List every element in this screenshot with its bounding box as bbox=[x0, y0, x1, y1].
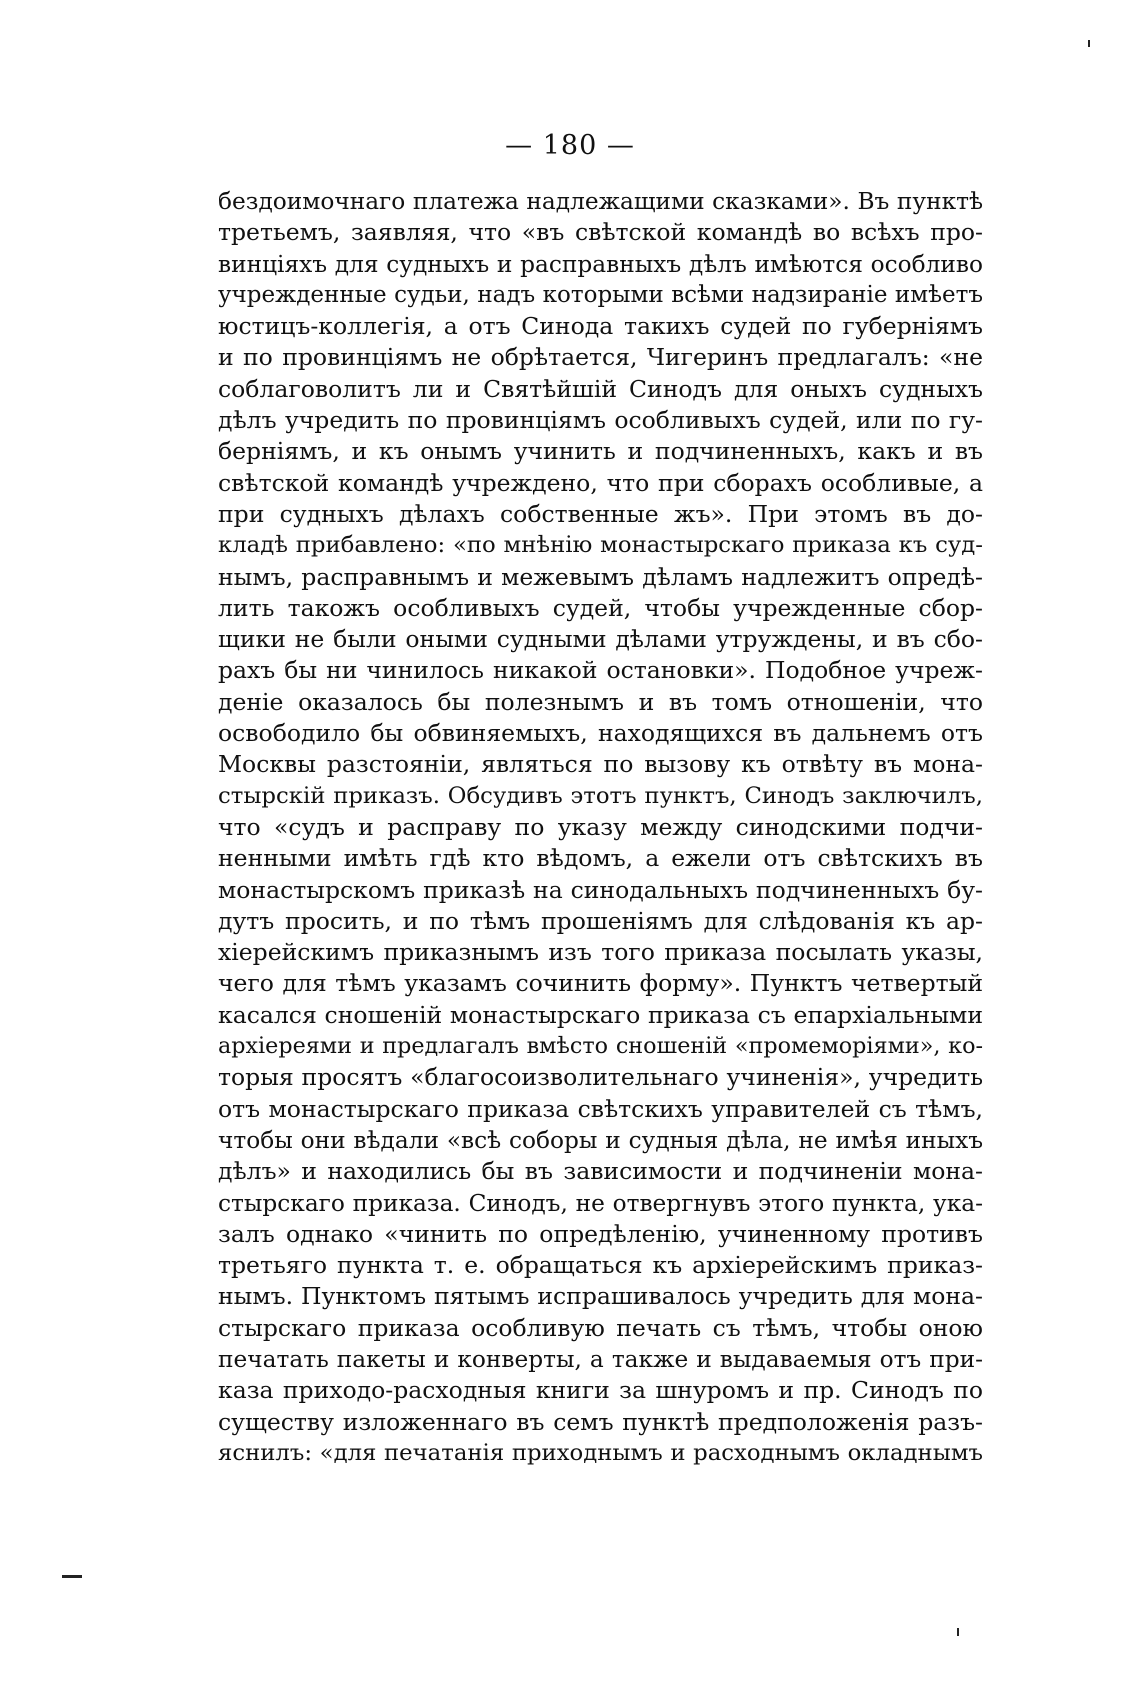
text-line: архіереями и предлагалъ вмѣсто сношеній «промеморіями», ко- bbox=[218, 1033, 983, 1060]
text-line: стырскій приказъ. Обсудивъ этотъ пунктъ, Синодъ заключилъ, bbox=[218, 782, 983, 809]
text-line: соблаговолитъ ли и Святѣйшій Синодъ для оныхъ судныхъ bbox=[218, 374, 983, 403]
text-line: стырскаго приказа особливую печать съ тѣмъ, чтобы оною bbox=[218, 1313, 983, 1342]
scan-mark bbox=[1088, 40, 1090, 47]
text-line: рахъ бы ни чинилось никакой остановки». Подобное учреж- bbox=[218, 656, 983, 685]
text-line: свѣтской командѣ учреждено, что при сборахъ особливые, а bbox=[218, 468, 983, 497]
text-line: стырскаго приказа. Синодъ, не отвергнувъ этого пункта, ука- bbox=[218, 1189, 983, 1217]
text-line: торыя просятъ «благосоизволительнаго учиненія», учредить bbox=[218, 1063, 983, 1092]
text-line: каза приходо-расходныя книги за шнуромъ и пр. Синодъ по bbox=[218, 1376, 983, 1405]
text-line: третьяго пункта т. е. обращаться къ архіерейскимъ приказ- bbox=[218, 1251, 983, 1280]
text-line: кладѣ прибавлено: «по мнѣнію монастырскаго приказа къ суд- bbox=[218, 532, 983, 559]
text-line: берніямъ, и къ онымъ учинить и подчиненныхъ, какъ и въ bbox=[218, 437, 983, 466]
text-line: третьемъ, заявляя, что «въ свѣтской командѣ во всѣхъ про- bbox=[218, 218, 983, 247]
text-line: яснилъ: «для печатанія приходнымъ и расходнымъ окладнымъ bbox=[218, 1439, 983, 1466]
scan-mark bbox=[957, 1628, 959, 1636]
text-line: чтобы они вѣдали «всѣ соборы и судныя дѣла, не имѣя иныхъ bbox=[218, 1126, 983, 1154]
text-line: ненными имѣть гдѣ кто вѣдомъ, а ежели отъ свѣтскихъ въ bbox=[218, 844, 983, 873]
text-line: деніе оказалось бы полезнымъ и въ томъ отношеніи, что bbox=[218, 687, 983, 716]
text-line: чего для тѣмъ указамъ сочинить форму». Пунктъ четвертый bbox=[218, 969, 983, 998]
text-line: нымъ, расправнымъ и межевымъ дѣламъ надлежитъ опредѣ- bbox=[218, 562, 983, 591]
text-line: дѣлъ» и находились бы въ зависимости и подчиненіи мона- bbox=[218, 1157, 983, 1186]
text-line: нымъ. Пунктомъ пятымъ испрашивалось учредить для мона- bbox=[218, 1282, 983, 1311]
text-line: винціяхъ для судныхъ и расправныхъ дѣлъ имѣются особливо bbox=[218, 250, 983, 278]
text-line: печатать пакеты и конверты, а также и выдаваемыя отъ при- bbox=[218, 1345, 983, 1373]
text-line: при судныхъ дѣлахъ собственные жъ». При этомъ въ до- bbox=[218, 499, 983, 528]
text-line: дутъ просить, и по тѣмъ прошеніямъ для слѣдованія къ ар- bbox=[218, 906, 983, 935]
text-line: юстицъ-коллегія, а отъ Синода такихъ судей по губерніямъ bbox=[218, 312, 983, 341]
text-line: освободило бы обвиняемыхъ, находящихся въ дальнемъ отъ bbox=[218, 719, 983, 748]
text-line: и по провинціямъ не обрѣтается, Чигеринъ предлагалъ: «не bbox=[218, 343, 983, 372]
text-line: отъ монастырскаго приказа свѣтскихъ управителей съ тѣмъ, bbox=[218, 1094, 983, 1123]
text-line: лить такожъ особливыхъ судей, чтобы учрежденные сбор- bbox=[218, 593, 983, 622]
text-line: монастырскомъ приказѣ на синодальныхъ подчиненныхъ бу- bbox=[218, 875, 983, 904]
text-line: касался сношеній монастырскаго приказа съ епархіальными bbox=[218, 1000, 983, 1029]
text-line: Москвы разстояніи, являться по вызову къ отвѣту въ мона- bbox=[218, 750, 983, 779]
text-line: что «судъ и расправу по указу между синодскими подчи- bbox=[218, 812, 983, 841]
text-line: существу изложеннаго въ семъ пунктѣ предположенія разъ- bbox=[218, 1407, 983, 1436]
text-line: учрежденные судьи, надъ которыми всѣми надзираніе имѣетъ bbox=[218, 281, 983, 308]
text-line: залъ однако «чинить по опредѣленію, учиненному противъ bbox=[218, 1219, 983, 1248]
scan-mark bbox=[62, 1575, 82, 1578]
text-line: бездоимочнаго платежа надлежащими сказками». Въ пунктѣ bbox=[218, 188, 983, 215]
body-text bbox=[218, 186, 983, 1469]
text-line: дѣлъ учредить по провинціямъ особливыхъ судей, или по гу- bbox=[218, 406, 983, 435]
page-number: — 180 — bbox=[505, 130, 635, 161]
text-line: хіерейскимъ приказнымъ изъ того приказа посылать указы, bbox=[218, 938, 983, 967]
text-line: щики не были оными судными дѣлами утруждены, и въ сбо- bbox=[218, 625, 983, 654]
